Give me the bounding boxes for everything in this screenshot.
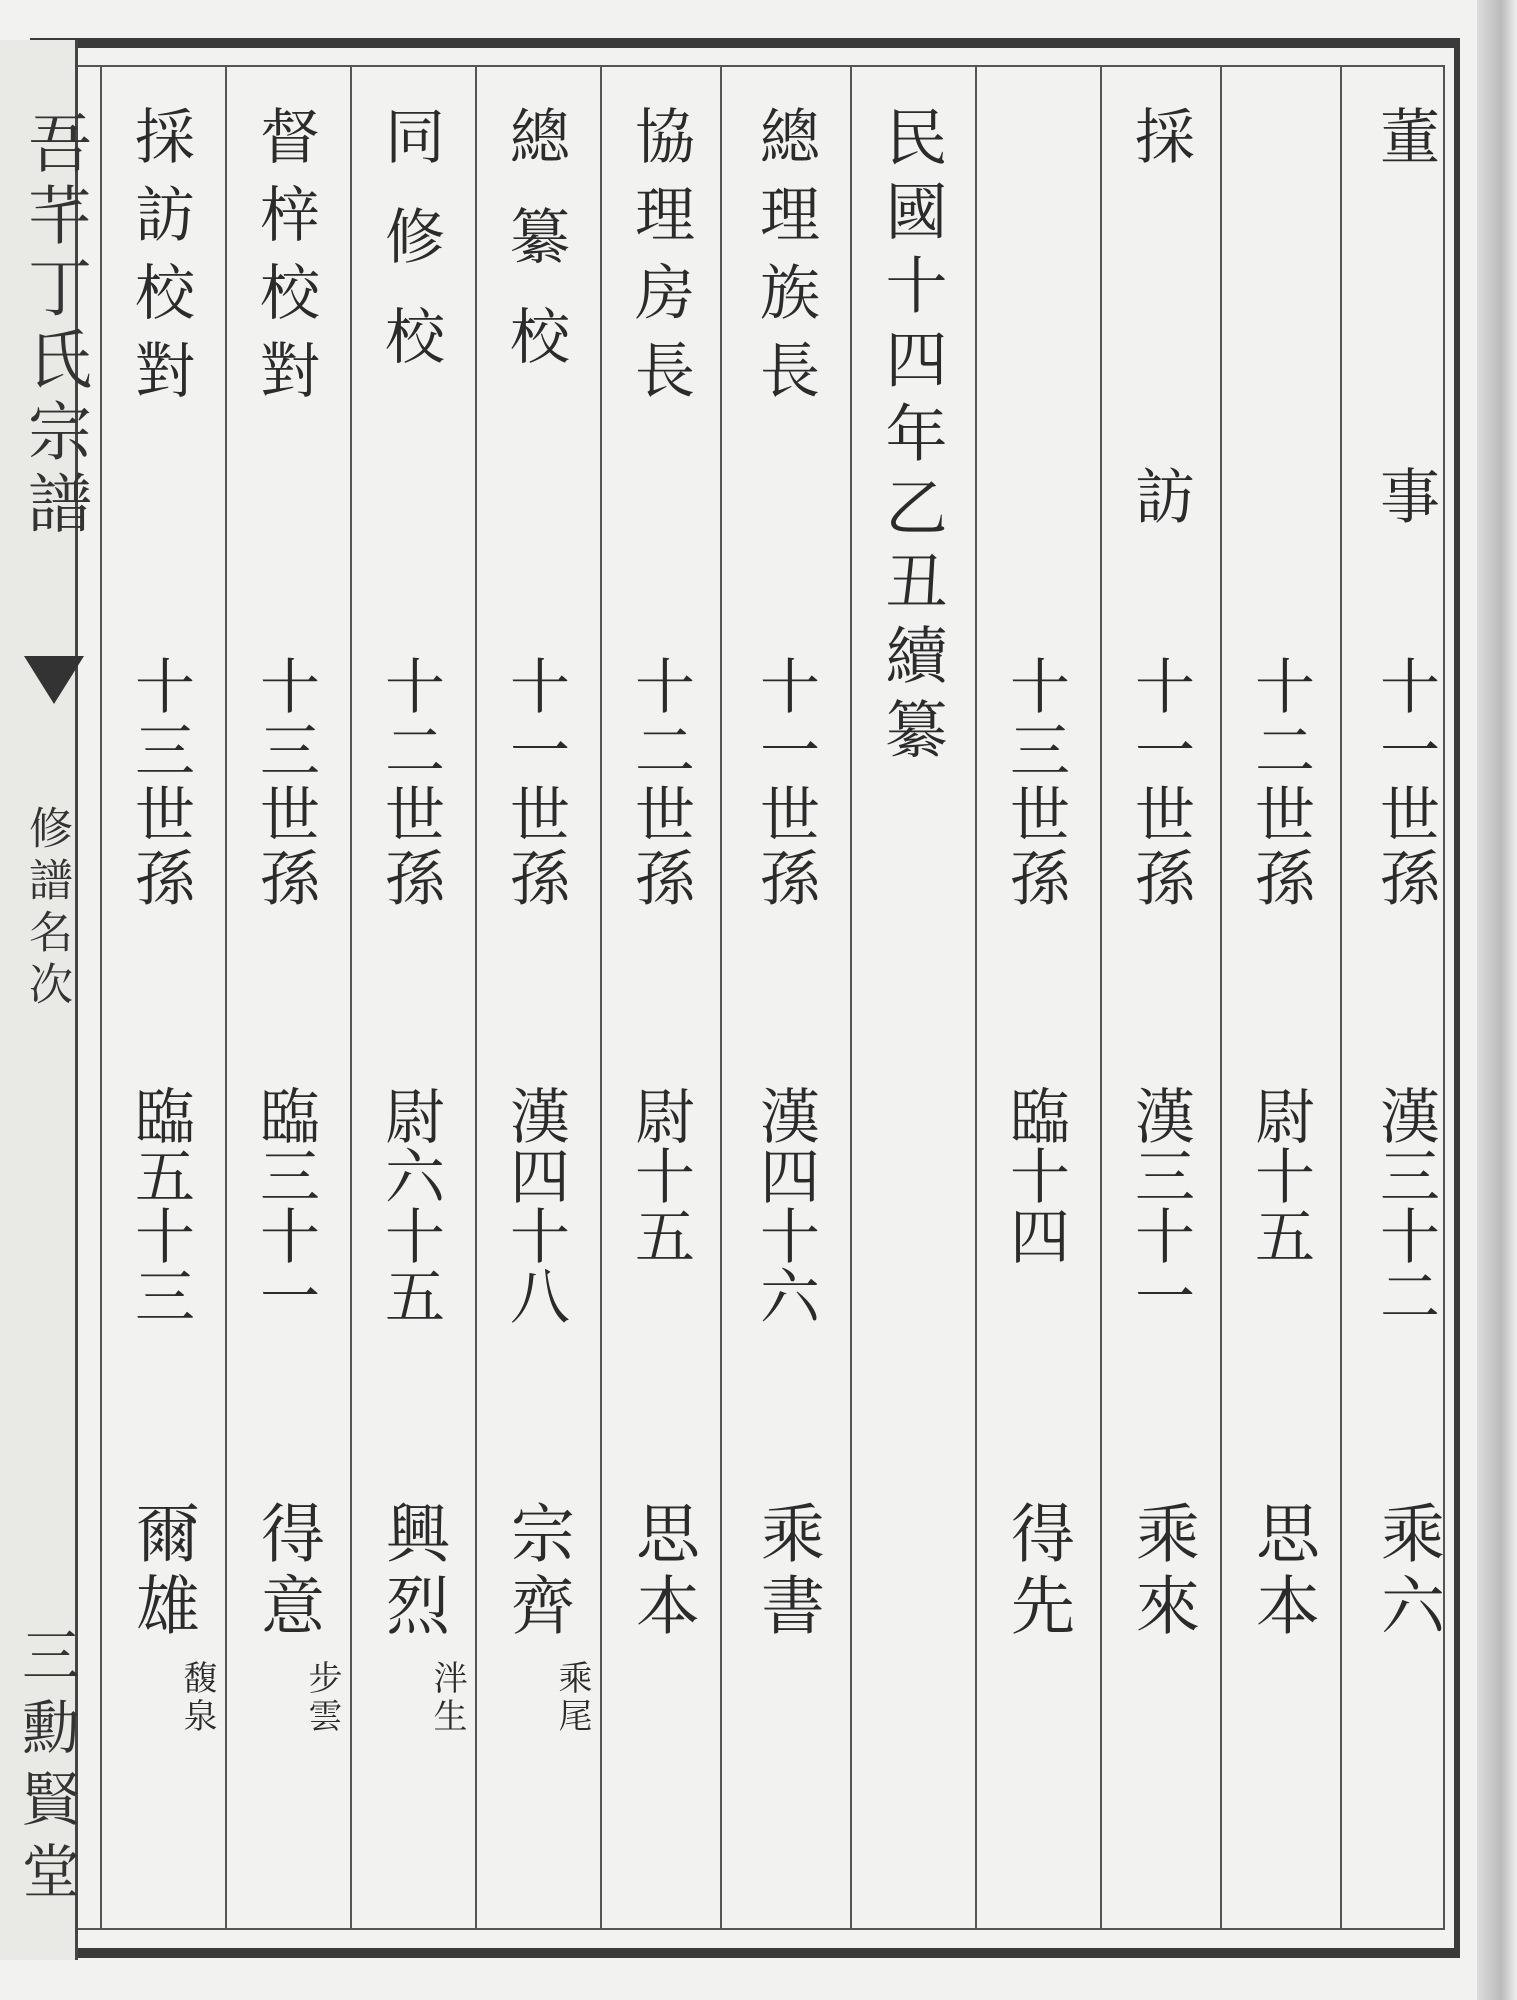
- courtesy-name: 馥泉: [177, 1660, 217, 1736]
- generation-name: 臨十四: [1000, 1085, 1070, 1265]
- person-name: 宗齊: [500, 1500, 574, 1644]
- generation: 十一世孫: [750, 655, 820, 911]
- role-label: 採 訪: [1125, 105, 1195, 645]
- generation: 十二世孫: [1245, 655, 1315, 911]
- book-title: 吾芊丁氏宗譜: [17, 110, 91, 542]
- courtesy-name: 泮生: [427, 1660, 467, 1736]
- role-label: 同修校: [375, 105, 445, 405]
- courtesy-name: 步雲: [302, 1660, 342, 1736]
- courtesy-name: 乘尾: [552, 1660, 592, 1736]
- role-label: 督梓校對: [250, 105, 320, 417]
- generation-name: 尉六十五: [375, 1085, 445, 1325]
- person-name: 乘六: [1370, 1500, 1444, 1644]
- generation-name: 臨三十一: [250, 1085, 320, 1325]
- role-label: 董 事: [1370, 105, 1440, 645]
- column-rule: [1220, 65, 1340, 1930]
- section-title: 修譜名次: [21, 805, 72, 1013]
- generation: 十一世孫: [1370, 655, 1440, 911]
- person-name: 爾雄: [125, 1500, 199, 1644]
- fish-tail-mark: [24, 656, 84, 704]
- page-edge: [1477, 0, 1517, 2000]
- generation: 十三世孫: [125, 655, 195, 911]
- person-name: 乘來: [1125, 1500, 1199, 1644]
- generation: 十三世孫: [1000, 655, 1070, 911]
- column-rule: [975, 65, 1100, 1930]
- center-fold: [0, 40, 91, 1960]
- generation: 十一世孫: [500, 655, 570, 911]
- generation: 十一世孫: [1125, 655, 1195, 911]
- role-label: 總纂校: [500, 105, 570, 405]
- role-label: 協理房長: [625, 105, 695, 417]
- generation-name: 尉十五: [625, 1085, 695, 1265]
- generation: 十三世孫: [250, 655, 320, 911]
- generation: 十二世孫: [375, 655, 445, 911]
- person-name: 得意: [250, 1500, 324, 1644]
- person-name: 乘書: [750, 1500, 824, 1644]
- hall-name: 三勳賢堂: [12, 1625, 80, 1913]
- generation: 十二世孫: [625, 655, 695, 911]
- generation-name: 漢四十八: [500, 1085, 570, 1325]
- role-label: 採訪校對: [125, 105, 195, 417]
- person-name: 思本: [625, 1500, 699, 1644]
- person-name: 得先: [1000, 1500, 1074, 1644]
- era-heading: 民國十四年乙丑續纂: [875, 105, 948, 771]
- generation-name: 漢三十一: [1125, 1085, 1195, 1325]
- generation-name: 漢三十二: [1370, 1085, 1440, 1325]
- generation-name: 漢四十六: [750, 1085, 820, 1325]
- person-name: 興烈: [375, 1500, 449, 1644]
- role-label: 總理族長: [750, 105, 820, 417]
- generation-name: 臨五十三: [125, 1085, 195, 1325]
- person-name: 思本: [1245, 1500, 1319, 1644]
- generation-name: 尉十五: [1245, 1085, 1315, 1265]
